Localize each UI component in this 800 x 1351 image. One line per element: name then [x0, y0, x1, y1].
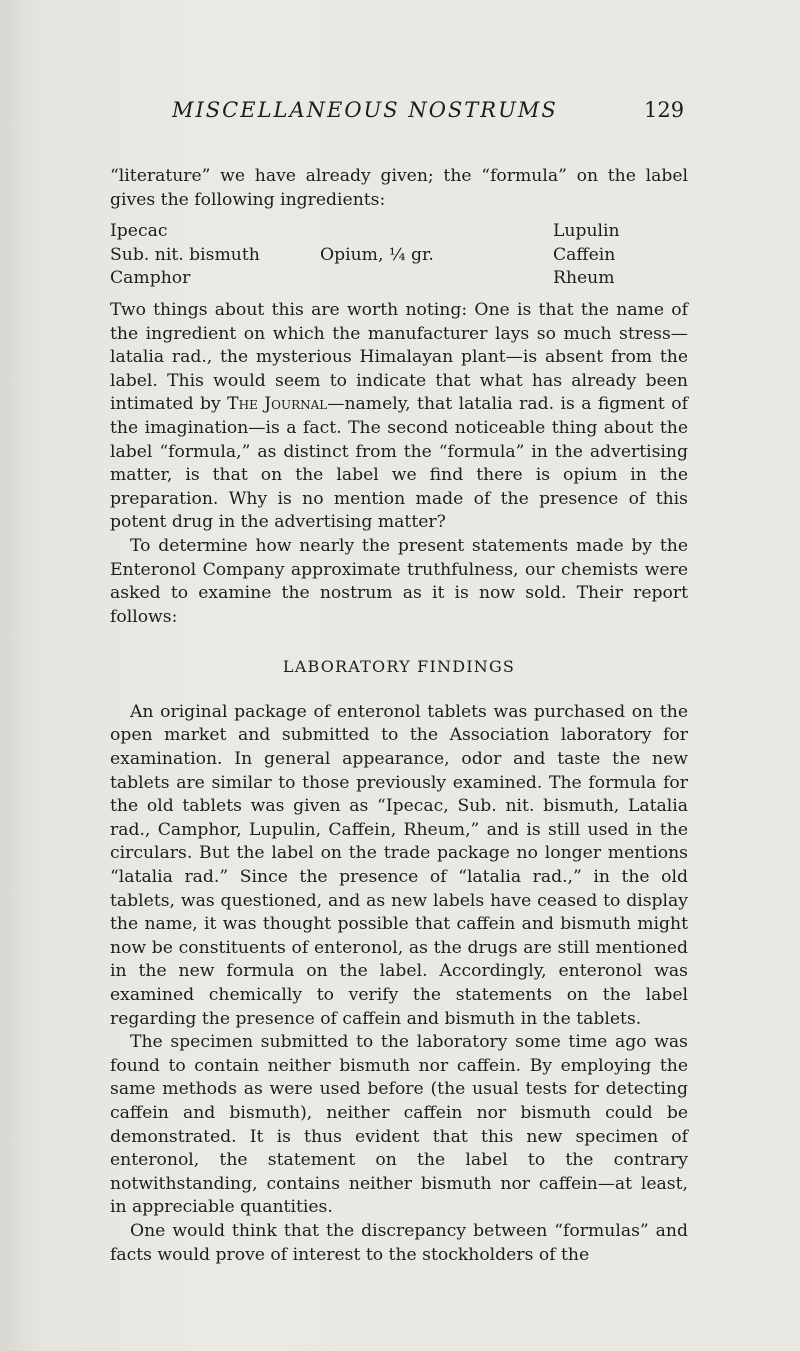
page-number: 129	[644, 98, 685, 122]
ingredient	[320, 267, 515, 291]
paragraph-5: One would think that the discrepancy between “formulas” and facts would prove of interest to the stockholders of the	[110, 1220, 688, 1265]
ingredient: Opium, ¼ gr.	[320, 244, 434, 265]
ingredient	[320, 220, 515, 244]
paragraph-1-part-b: —namely, that latalia rad. is a figment of the imagination—is a fact. The second noticeable thing about the label “formula,” as distinct from the “formula” in the advertising matter, is that on the label we find there is opium in the preparation. Why is no mention made of the presence of this potent drug in the advertising matter?	[110, 394, 688, 533]
page-header	[0, 98, 800, 128]
intro-paragraph: “literature” we have already given; the “formula” on the label gives the following ingredients:	[110, 166, 688, 210]
ingredient: Sub. nit. bismuth	[110, 244, 260, 265]
ingredient: Ipecac	[110, 221, 168, 242]
ingredient: Lupulin	[553, 221, 620, 242]
paragraph-4: The specimen submitted to the laboratory some time ago was found to contain neither bismuth nor caffein. By employing the same methods as were used before (the usual tests for detecting caffein and bismuth), neither caffein nor bismuth could be demonstrated. It is thus evident that this new specimen of enteronol, the statement on the label to the contrary notwithstanding, contains neither bismuth nor caffein—at least, in appreciable quantities.	[110, 1032, 688, 1218]
section-heading: LABORATORY FINDINGS	[282, 657, 516, 677]
ingredients-list	[110, 220, 688, 291]
paragraph-1-part-a: Two things about this are worth noting: One is that the name of the ingredient on which the manufacturer lays so much stress—latalia rad., the mysterious Himalayan plant—is absent from the label. This would seem to indicate that what has already been intimated by	[110, 299, 688, 415]
ingredient: Camphor	[110, 268, 191, 289]
ingredient: Caffein	[553, 244, 616, 265]
running-head: MISCELLANEOUS NOSTRUMS	[172, 98, 558, 122]
paragraph-2: To determine how nearly the present statements made by the Enteronol Company approximate truthfulness, our chemists were asked to examine the nostrum as it is now sold. Their report follows:	[110, 535, 688, 627]
ingredient: Rheum	[553, 268, 615, 289]
journal-name: The Journal	[227, 394, 328, 415]
body-text	[110, 165, 688, 1267]
paragraph-3: An original package of enteronol tablets was purchased on the open market and submitted to the Association laboratory for examination. In general appearance, odor and taste the new tablets are similar to those previously examined. The formula for the old tablets was given as “Ipecac, Sub. nit. bismuth, Latalia rad., Camphor, Lupulin, Caffein, Rheum,” and is still used in the circulars. But the label on the trade package no longer mentions “latalia rad.” Since the presence of “latalia rad.,” in the old tablets, was questioned, and as new labels have ceased to display the name, it was thought possible that caffein and bismuth might now be constituents of enteronol, as the drugs are still mentioned in the new formula on the label. Accordingly, enteronol was examined chemically to verify the statements on the label regarding the presence of caffein and bismuth in the tablets.	[110, 701, 688, 1029]
paragraph-1	[110, 299, 688, 535]
